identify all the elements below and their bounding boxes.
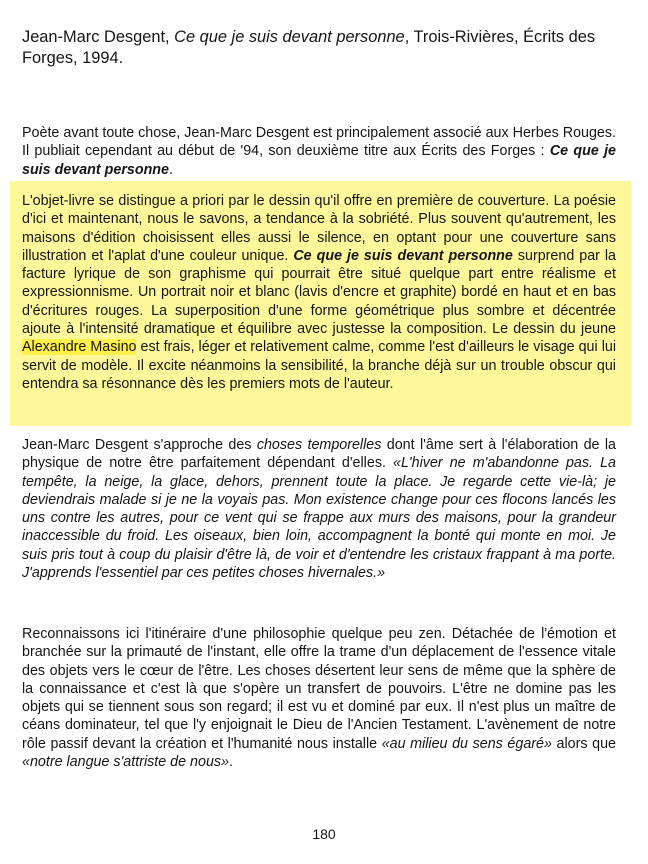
hl-text-1: L'objet-livre se distingue a priori par le dessin qu'il offre en première de couverture. La poésie d'ici et maintenant, nous le savons, a tendance à la sobriété. Plus souvent qu'autrement, les maisons d'édition choisissent elles aussi le silence, en optant pour une couverture sans illustration et l'aplat d'une couleur unique.: [22, 193, 616, 264]
intro-paragraph: [22, 124, 616, 179]
paragraph-temporal-things: [22, 436, 616, 582]
p3-phrase: choses temporelles: [256, 437, 382, 453]
p3-text-2: dont l'âme sert à l'élaboration de la physique de notre être parfaitement dépendant d'elles.: [22, 437, 616, 472]
intro-text: Poète avant toute chose, Jean-Marc Desgent est principalement associé aux Herbes Rouges. Il publiait cependant au début de '94, son deuxième titre aux Écrits des Forges :: [22, 125, 616, 160]
highlighted-paragraph: [22, 192, 616, 393]
p4-end: .: [229, 754, 233, 771]
p4-text-2: alors que: [551, 735, 616, 752]
hl-text-3: est frais, léger et relativement calme, comme l'est d'ailleurs le visage qui lui servit de modèle. Il excite néanmoins la sensibilité, la branche déjà sur un trouble obscur qui entendra sa résonnance dès les premiers mots de l'auteur.: [22, 339, 616, 392]
hl-book-title: Ce que je suis devant personne: [293, 247, 513, 264]
p3-text-1: Jean-Marc Desgent s'approche des: [22, 437, 257, 453]
reference-author: Jean-Marc Desgent,: [22, 28, 175, 46]
intro-book-title: Ce que je suis devant personne: [22, 143, 616, 178]
intro-end: .: [168, 161, 173, 178]
page-number: 180: [312, 826, 336, 842]
paragraph-zen-philosophy: [22, 625, 616, 771]
p3-quote: «L'hiver ne m'abandonne pas. La tempête, la neige, la glace, dehors, prennent toute la place. Je regarde cette vie-là; je deviendrais malade si je ne la voyais pas. Mon existence change pour ces flocons lancés les uns contre les autres, pour ce vent qui se frappe aux murs des maisons, pour la grandeur inaccessible du froid. Les oiseaux, bien loin, accompagnent la bonté qui monte en moi. Je suis pris tout à coup du plaisir d'être là, de voir et d'entendre les cristaux frappant à ma porte. J'apprends l'essentiel par ces petites choses hivernales.»: [22, 455, 616, 582]
p4-quote-1: «au milieu du sens égaré»: [381, 735, 552, 752]
p4-text-1: Reconnaissons ici l'itinéraire d'une philosophie quelque peu zen. Détachée de l'émotion et branchée sur la primauté de l'instant, elle offre la trame d'un déplacement de l'essence vitale des objets vers le cœur de l'être. Les choses désertent leur sens de même que la sphère de la connaissance et c'est là que s'opère un transfert de pouvoirs. L'être ne domine pas les objets qui se tiennent sous son regard; il est vu et dominé par eux. Il n'est plus un maître de céans dominateur, tel que l'y enjoignait le Dieu de l'Ancien Testament. L'avènement de notre rôle passif devant la création et l'humanité nous installe: [22, 626, 616, 752]
p4-quote-2: «notre langue s'attriste de nous»: [22, 754, 229, 771]
reference-title: Ce que je suis devant personne: [174, 28, 405, 46]
artist-name-highlight: Alexandre Masino: [22, 339, 137, 356]
reference-publisher: , Trois-Rivières, Écrits des Forges, 1994.: [22, 28, 596, 67]
bibliographic-reference: [22, 27, 622, 68]
hl-text-2: surprend par la facture lyrique de son graphisme qui pourrait être situé quelque part entre réalisme et expressionnisme. Un portrait noir et blanc (lavis d'encre et graphite) bordé en haut et en bas d'écritures rouges. La superposition d'une forme géométrique plus sombre et décentrée ajoute à l'intensité dramatique et équilibre avec justesse la composition. Le dessin du jeune: [22, 247, 617, 338]
